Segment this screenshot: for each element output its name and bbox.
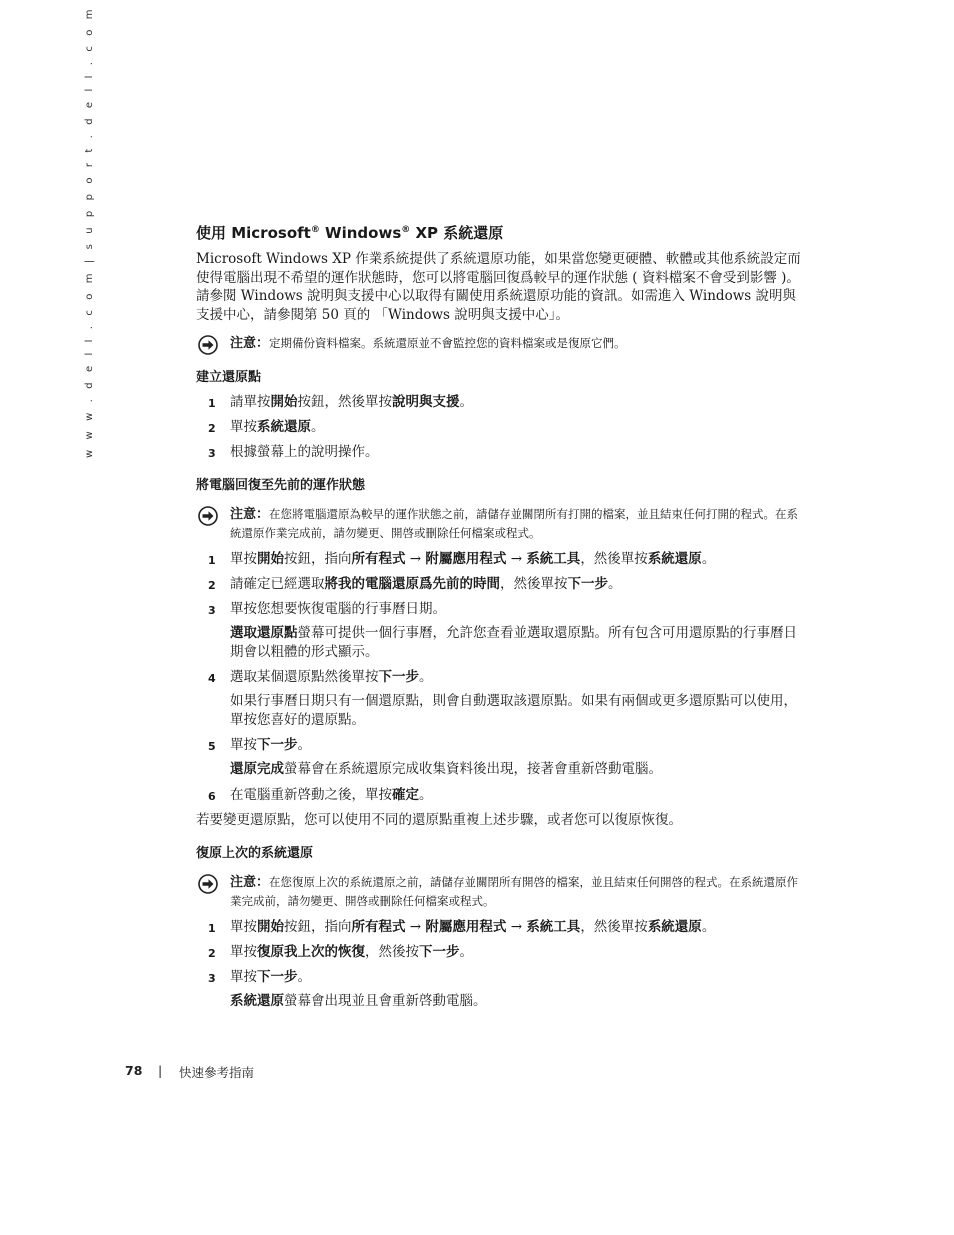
- note-1: [196, 334, 808, 353]
- steps-restore: [196, 550, 808, 804]
- step-item: 3 根據螢幕上的說明操作。: [208, 444, 379, 460]
- section-heading-undo: 復原上次的系統還原: [196, 846, 314, 861]
- steps-create: [196, 393, 808, 461]
- page-title: 使用 Microsoft® Windows® XP 系統還原: [196, 224, 504, 242]
- section-heading-create: 建立還原點: [196, 370, 262, 385]
- footer-separator: |: [158, 1063, 163, 1078]
- note-label: 注意：: [230, 875, 270, 890]
- note-arrow-icon: [198, 506, 218, 531]
- steps-undo: [196, 918, 808, 1011]
- intro-paragraph: Microsoft Windows XP 作業系統提供了系統還原功能，如果當您變更硬體、軟體或其他系統設定而使得電腦出現不希望的運作狀態時，您可以將電腦回復爲較早的運作狀態 ( 資料檔案不會受到影響 )。請參閱 Windows 說明與支援中心以取得有關使用系統還原功能的資訊。如需進入 Windows 說明與支援中心，請參閱第 50 頁的 「Windows 說明與支援中心」。: [196, 251, 801, 323]
- step-detail: 還原完成螢幕會在系統還原完成收集資料後出現，接著會重新啓動電腦。: [230, 761, 662, 777]
- note-arrow-icon: [198, 335, 218, 360]
- note-3: [196, 873, 808, 910]
- after-steps-paragraph: 若要變更還原點，您可以使用不同的還原點重複上述步驟，或者您可以復原恢復。: [196, 811, 682, 828]
- step-item: 3 單按下一步。 系統還原螢幕會出現並且會重新啓動電腦。: [196, 968, 808, 1011]
- step-item: 1 單按開始按鈕，指向所有程式 → 附屬應用程式 → 系統工具，然後單按系統還原。: [208, 551, 716, 567]
- note-text: 定期備份資料檔案。系統還原並不會監控您的資料檔案或是復原它們。: [269, 336, 626, 350]
- footer-title: 快速參考指南: [179, 1065, 255, 1080]
- step-item: 3 單按您想要恢復電腦的行事曆日期。 選取還原點螢幕可提供一個行事曆，允許您查看並選取還原點。所有包含可用還原點的行事曆日期會以粗體的形式顯示。: [196, 600, 808, 661]
- step-detail: 系統還原螢幕會出現並且會重新啓動電腦。: [230, 993, 487, 1009]
- section-heading-restore: 將電腦回復至先前的運作狀態: [196, 478, 366, 493]
- side-url: w w w . d e l l . c o m | s u p p o r t . d e l l . c o m: [84, 5, 95, 458]
- step-detail: 選取還原點螢幕可提供一個行事曆，允許您查看並選取還原點。所有包含可用還原點的行事曆日期會以粗體的形式顯示。: [230, 625, 797, 660]
- step-item: 4 選取某個還原點然後單按下一步。 如果行事曆日期只有一個還原點，則會自動選取該還原點。如果有兩個或更多還原點可以使用，單按您喜好的還原點。: [196, 668, 808, 729]
- note-label: 注意：: [230, 507, 270, 522]
- page-number: 78: [125, 1063, 143, 1078]
- step-item: 5 單按下一步。 還原完成螢幕會在系統還原完成收集資料後出現，接著會重新啓動電腦。: [196, 736, 808, 779]
- step-detail: 如果行事曆日期只有一個還原點，則會自動選取該還原點。如果有兩個或更多還原點可以使用，單按您喜好的還原點。: [230, 693, 797, 728]
- step-item: 2 單按系統還原。: [208, 419, 325, 435]
- step-item: 1 請單按開始按鈕，然後單按說明與支援。: [208, 394, 473, 410]
- step-item: 6 在電腦重新啓動之後，單按確定。: [208, 786, 433, 803]
- note-text: 在您將電腦還原為較早的運作狀態之前，請儲存並關閉所有打開的檔案，並且結束任何打開的程式。在系統還原作業完成前，請勿變更、開啓或刪除任何檔案或程式。: [230, 507, 799, 540]
- note-2: [196, 505, 808, 542]
- page-content: [196, 219, 808, 1018]
- step-item: 1 單按開始按鈕，指向所有程式 → 附屬應用程式 → 系統工具，然後單按系統還原。: [208, 919, 716, 935]
- note-text: 在您復原上次的系統還原之前，請儲存並關閉所有開啓的檔案，並且結束任何開啓的程式。在系統還原作業完成前，請勿變更、開啓或刪除任何檔案或程式。: [230, 875, 799, 908]
- step-item: 2 單按復原我上次的恢復，然後按下一步。: [208, 944, 473, 960]
- step-item: 2 請確定已經選取將我的電腦還原爲先前的時間，然後單按下一步。: [208, 576, 622, 592]
- page-footer: [125, 1063, 255, 1080]
- note-arrow-icon: [198, 874, 218, 899]
- note-label: 注意：: [230, 336, 270, 351]
